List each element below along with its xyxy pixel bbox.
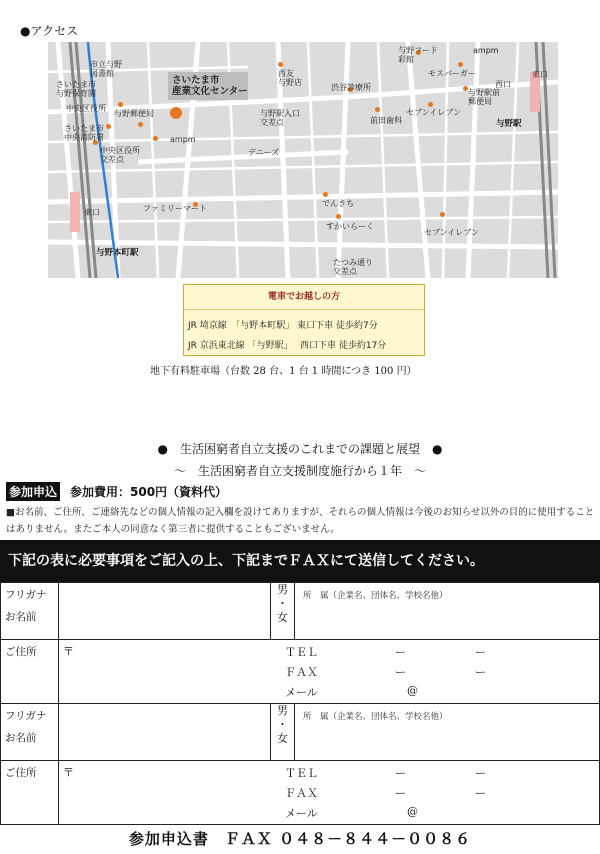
map-label-tatsumi: たつみ通り 交差点 xyxy=(333,258,373,276)
map-label-ampm-1: ampm xyxy=(170,135,196,144)
affiliation-label: 所 属（企業名、団体名、学校名他） xyxy=(303,712,448,722)
fax-label: ＦＡＸ xyxy=(285,666,318,679)
map-label-denkichi: でんきち xyxy=(322,199,354,208)
form-name-row-1 xyxy=(1,583,600,640)
map-label-ward-office: 中央区役所 交差点 xyxy=(100,146,140,164)
theme-title: ● 生活困窮者自立支援のこれまでの課題と展望 ● xyxy=(157,442,443,456)
name-label-cell xyxy=(1,704,59,761)
address-label-cell xyxy=(1,761,59,825)
map-label-yono-honmachi: 与野本町駅 xyxy=(96,248,139,258)
poi-dot xyxy=(278,62,283,67)
poi-dot xyxy=(458,62,463,67)
map-label-maeda-dental: 前田歯科 xyxy=(370,116,402,125)
address-label: ご住所 xyxy=(5,767,37,779)
theme-subtitle: ～ 生活困窮者自立支援制度施行から１年 ～ xyxy=(173,464,426,478)
access-map xyxy=(48,42,558,278)
zip-mark: 〒 xyxy=(63,645,74,658)
fax-dash-2: ー xyxy=(475,787,486,800)
center-marker xyxy=(170,107,182,119)
mail-label: メール xyxy=(285,686,318,699)
map-label-ampm-2: ampm xyxy=(473,46,499,55)
mail-at: @ xyxy=(407,805,418,818)
map-label-nishiguchi: 西口 xyxy=(495,80,511,89)
form-name-row-2 xyxy=(1,704,600,761)
form-address-row-1 xyxy=(1,640,600,704)
map-label-nursery: さいたま市 与野保育園 xyxy=(56,80,96,98)
train-access-box xyxy=(183,284,425,356)
apply-fee: 参加費用：500円（資料代） xyxy=(70,485,228,499)
map-label-shibuya-clinic: 渋谷診療所 xyxy=(331,83,371,92)
parking-info: 地下有料駐車場（台数 28 台、1 台 1 時間につき 100 円） xyxy=(150,366,417,377)
map-label-yono-station-entrance: 与野駅入口 交差点 xyxy=(260,109,300,127)
tel-dash-1: ー xyxy=(395,767,406,780)
map-label-higashiguchi-1: 東口 xyxy=(532,70,548,79)
mail-at: @ xyxy=(407,684,418,697)
poi-dot xyxy=(106,124,111,129)
map-label-yono-station: 与野駅 xyxy=(496,119,522,129)
map-label-police: 中央区役所 xyxy=(66,104,106,113)
map-label-seven-1: セブンイレブン xyxy=(406,108,461,117)
tel-label: ＴＥＬ xyxy=(285,646,318,659)
train-row-saikyo: JR 埼京線 「与野本町駅」 東口下車 徒歩約7分 xyxy=(188,321,378,331)
poi-dot xyxy=(138,122,143,127)
name-label: お名前 xyxy=(5,611,37,623)
map-label-yono-station-post: 与野駅前 郵便局 xyxy=(468,88,500,106)
zip-mark: 〒 xyxy=(63,766,74,779)
name-input-cell[interactable] xyxy=(59,704,271,761)
tel-dash-2: ー xyxy=(475,646,486,659)
map-label-nishiyu: 西友 与野店 xyxy=(278,69,302,87)
apply-badge: 参加申込 xyxy=(6,482,60,501)
furigana-label: フリガナ xyxy=(5,710,47,722)
name-input-cell[interactable] xyxy=(59,583,271,640)
train-access-title: 電車でお越しの方 xyxy=(184,285,424,310)
access-heading: ●アクセス xyxy=(20,24,79,38)
fax-dash-1: ー xyxy=(395,666,406,679)
form-address-row-2 xyxy=(1,761,600,825)
tel-dash-2: ー xyxy=(475,767,486,780)
map-label-higashiguchi-2: 東口 xyxy=(84,208,100,217)
gender-select[interactable]: 男 ・ 女 xyxy=(271,583,295,640)
address-label-cell xyxy=(1,640,59,704)
fax-label: ＦＡＸ xyxy=(285,787,318,800)
map-label-library: 市立与野 図書館 xyxy=(90,60,122,78)
map-label-center: さいたま市 産業文化センター xyxy=(172,75,248,97)
name-label: お名前 xyxy=(5,732,37,744)
train-row-keihin: JR 京浜東北線 「与野駅」 西口下車 徒歩約17分 xyxy=(188,341,387,351)
privacy-note: ■お名前、ご住所、ご連絡先などの個人情報の記入欄を設けてありますが、それらの個人情報は今後のお知らせ以外の目的に使用することはありません。またご本人の同意なく第三者に提供することもございません。 xyxy=(6,507,595,535)
address-label: ご住所 xyxy=(5,646,37,658)
tel-dash-1: ー xyxy=(395,646,406,659)
affiliation-label: 所 属（企業名、団体名、学校名他） xyxy=(303,591,448,601)
affiliation-cell[interactable] xyxy=(295,583,600,640)
address-input-cell[interactable] xyxy=(59,761,600,825)
name-label-cell xyxy=(1,583,59,640)
fax-dash-2: ー xyxy=(475,666,486,679)
gender-select[interactable]: 男 ・ 女 xyxy=(271,704,295,761)
furigana-label: フリガナ xyxy=(5,589,47,601)
fax-dash-1: ー xyxy=(395,787,406,800)
map-label-yono-food: 与野フード 彩館 xyxy=(398,46,438,64)
address-input-cell[interactable] xyxy=(59,640,600,704)
map-label-mos: モスバーガー xyxy=(428,69,476,78)
tel-label: ＴＥＬ xyxy=(285,767,318,780)
poi-dot xyxy=(336,214,341,219)
map-label-dennys: デニーズ xyxy=(248,148,280,157)
affiliation-cell[interactable] xyxy=(295,704,600,761)
poi-dot xyxy=(440,212,445,217)
fax-instruction-banner: 下記の表に必要事項をご記入の上、下記までＦＡＸにて送信してください。 xyxy=(0,540,600,582)
map-label-seven-2: セブンイレブン xyxy=(424,228,479,237)
poi-dot xyxy=(323,192,328,197)
poi-dot xyxy=(153,136,158,141)
mail-label: メール xyxy=(285,807,318,820)
application-form xyxy=(0,582,600,825)
map-label-familymart: ファミリーマート xyxy=(143,204,207,213)
poi-dot xyxy=(428,102,433,107)
map-label-yono-post: 与野郵便局 xyxy=(114,109,154,118)
fax-footer: 参加申込書 ＦＡＸ ０４８－８４４－００８６ xyxy=(128,830,472,848)
poi-dot xyxy=(118,102,123,107)
map-label-skylark: すかいらーく xyxy=(326,222,374,231)
poi-dot xyxy=(375,107,380,112)
map-label-fire: さいたま市 中央消防署 xyxy=(64,124,104,142)
